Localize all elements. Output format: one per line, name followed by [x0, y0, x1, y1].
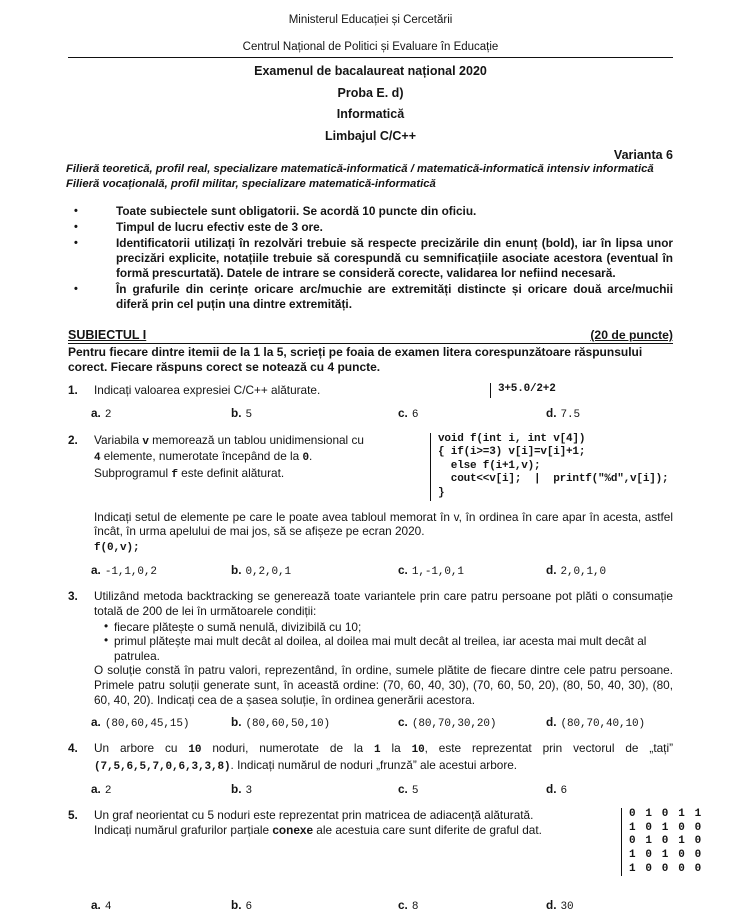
option-a[interactable] — [91, 715, 189, 730]
option-b[interactable] — [231, 898, 252, 913]
question-number: 1. — [68, 383, 78, 397]
question-2-code-box — [430, 433, 673, 501]
q4-pre: Un arbore cu — [94, 741, 189, 756]
option-a-value: 4 — [104, 901, 112, 913]
option-b-value: 6 — [245, 901, 252, 913]
q4-mid2: la — [380, 741, 412, 756]
option-a[interactable] — [91, 406, 111, 421]
question-2-options — [68, 563, 673, 578]
question-1-expression-box — [490, 383, 673, 398]
option-b-value: 3 — [245, 785, 252, 798]
question-4-text — [94, 741, 673, 774]
q2-line1-post: memorează un tablou unidimensional cu — [148, 432, 364, 447]
variant-label: Varianta 6 — [613, 148, 673, 162]
option-c-value: 6 — [411, 408, 419, 421]
exam-title-block — [0, 64, 741, 144]
option-b-letter: b. — [231, 715, 242, 730]
option-b-letter: b. — [231, 898, 242, 913]
option-a[interactable] — [91, 782, 111, 797]
q4-parent-vector: (7,5,6,5,7,0,6,3,3,8) — [94, 760, 231, 773]
instruction-item — [70, 220, 673, 235]
option-b-letter: b. — [231, 405, 242, 420]
ministry-line-1: Ministerul Educației și Cercetării — [288, 14, 453, 26]
option-b[interactable] — [231, 782, 252, 797]
option-c-value: 1,-1,0,1 — [411, 566, 464, 579]
option-d-value: 6 — [560, 785, 567, 798]
instructions-list — [70, 204, 673, 312]
option-a-value: (80,60,45,15) — [104, 718, 190, 731]
subject-points: (20 de puncte) — [590, 328, 673, 342]
option-d-letter: d. — [546, 898, 557, 913]
code-line: } — [438, 486, 445, 499]
question-1 — [68, 383, 673, 398]
q2-var-v: v — [142, 435, 149, 448]
matrix-row: 0 1 0 1 1 — [629, 808, 703, 821]
matrix-row: 0 1 0 1 0 — [629, 835, 703, 848]
question-number: 4. — [68, 741, 78, 756]
q2-line3-pre: Subprogramul — [94, 465, 172, 480]
option-b-letter: b. — [231, 563, 242, 578]
option-a-letter: a. — [91, 715, 101, 730]
subject-instructions: Pentru fiecare dintre itemii de la 1 la 5, scrieți pe foaia de examen litera corespunzătoare răspunsului corect. Fiecare răspuns corect se notează cu 4 puncte. — [68, 345, 643, 374]
instruction-text: Toate subiectele sunt obligatorii. Se acordă 10 puncte din oficiu. — [116, 204, 477, 218]
option-a[interactable] — [91, 898, 111, 913]
question-number: 5. — [68, 808, 78, 823]
q4-node-count: 10 — [188, 744, 202, 757]
option-c-letter: c. — [398, 782, 408, 797]
bullet-icon: • — [74, 221, 78, 233]
exam-title-line-3: Informatică — [336, 107, 405, 121]
option-b-value: 5 — [245, 408, 252, 421]
option-d-value: 7.5 — [560, 408, 580, 421]
option-a-value: 2 — [104, 785, 112, 798]
q4-mid: noduri, numerotate de la — [201, 741, 375, 756]
q5-line2-post: ale acestuia care sunt diferite de graful dat. — [313, 822, 542, 837]
option-d[interactable] — [546, 563, 606, 578]
option-c[interactable] — [398, 782, 418, 797]
filiera-line-1: Filieră teoretică, profil real, specializare matematică-informatică / matematică-informatică intensiv informatică — [66, 163, 654, 175]
option-c-value: 5 — [411, 785, 419, 798]
ministry-line-2: Centrul Național de Politici și Evaluare în Educație — [242, 41, 499, 53]
option-a[interactable] — [91, 563, 157, 578]
ministry-header — [0, 13, 741, 54]
instruction-item — [70, 236, 673, 281]
question-4-options — [68, 782, 673, 797]
option-d-value: 2,0,1,0 — [560, 566, 606, 579]
question-3-solutions-text: O soluție constă în patru valori, reprezentând, în ordine, sumele plătite de fiecare dintre cele patru persoane. Primele patru soluții generate sunt, în această ordine: (70, 60, 40, 30), (70, 60, 50, 20), (80, 50, 40, 30), (80, 60, 40, 20). Indicați cea de a șasea soluție, în ordinea generării acestora. — [94, 663, 673, 707]
condition-item — [104, 634, 673, 663]
option-a-value: -1,1,0,2 — [104, 566, 157, 579]
code-line: { if(i>=3) v[i]=v[i]+1; — [438, 446, 586, 459]
code-line: else f(i+1,v); — [438, 459, 541, 472]
option-b[interactable] — [231, 563, 291, 578]
subject-title: SUBIECTUL I — [68, 328, 147, 342]
q4-end: . Indicați numărul de noduri „frunză” ale acestui arbore. — [230, 757, 518, 772]
q2-var-f: f — [171, 468, 178, 481]
question-4 — [68, 741, 673, 774]
expression-code: 3+5.0/2+2 — [498, 383, 556, 395]
bullet-icon: • — [74, 205, 78, 217]
instruction-text: În grafurile din cerințe oricare arc/muchie are extremități distincte și oricare două arce/muchii diferă prin cel puțin una dintre extremități. — [116, 282, 673, 311]
bullet-icon: • — [74, 237, 78, 249]
q4-post: , este reprezentat prin vectorul de „tați” — [424, 741, 674, 756]
q2-line1-pre: Variabila — [94, 432, 143, 447]
option-a-letter: a. — [91, 563, 101, 578]
option-c-letter: c. — [398, 563, 408, 578]
question-2-text — [94, 433, 424, 483]
question-3-conditions — [104, 620, 673, 664]
condition-item — [104, 620, 673, 635]
question-3 — [68, 589, 673, 707]
q5-line2-pre: Indicați numărul grafurilor parțiale — [94, 822, 273, 837]
option-c-letter: c. — [398, 898, 408, 913]
option-d-value: 30 — [560, 901, 574, 913]
option-c[interactable] — [398, 406, 418, 421]
matrix-row: 1 0 1 0 0 — [629, 821, 703, 834]
subject-header — [68, 328, 673, 344]
code-line: cout<<v[i]; | printf("%d",v[i]); — [438, 473, 669, 486]
code-line: void f(int i, int v[4]) — [438, 432, 586, 445]
option-c-value: 8 — [411, 901, 419, 913]
option-d-letter: d. — [546, 782, 557, 797]
exam-title-line-2: Proba E. d) — [337, 85, 404, 100]
question-5 — [68, 808, 703, 876]
option-d[interactable] — [546, 406, 580, 421]
option-a-letter: a. — [91, 782, 101, 797]
option-c[interactable] — [398, 563, 464, 578]
q4-range-to: 10 — [411, 744, 425, 757]
q2-index-zero: 0 — [302, 452, 310, 465]
instruction-text: Timpul de lucru efectiv este de 3 ore. — [116, 220, 323, 234]
option-c-value: (80,70,30,20) — [411, 718, 497, 731]
matrix-row: 1 0 1 0 0 — [629, 849, 703, 862]
option-a-letter: a. — [91, 898, 101, 913]
question-3-text: Utilizând metoda backtracking se generează toate variantele prin care patru persoane pot plăti o consumație totală de 200 de lei în următoarele condiții: — [94, 589, 673, 618]
question-1-text: Indicați valoarea expresiei C/C++ alăturate. — [94, 383, 321, 397]
exam-title-line-1: Examenul de bacalaureat național 2020 — [254, 64, 487, 78]
matrix-row: 1 0 0 0 0 — [629, 862, 703, 875]
option-c[interactable] — [398, 898, 418, 913]
option-c-letter: c. — [398, 405, 408, 420]
exam-title-line-4: Limbajul C/C++ — [325, 128, 416, 143]
instruction-item — [70, 282, 673, 312]
filiera-line-2: Filieră vocațională, profil militar, specializare matematică-informatică — [66, 177, 436, 190]
option-d[interactable] — [546, 715, 645, 730]
option-b-value: (80,60,50,10) — [245, 718, 330, 731]
question-number: 3. — [68, 589, 78, 604]
option-b-letter: b. — [231, 782, 242, 797]
question-5-text — [94, 808, 615, 837]
option-b[interactable] — [231, 715, 330, 730]
header-divider — [68, 57, 673, 58]
option-d-letter: d. — [546, 715, 557, 730]
question-2-call: f(0,v); — [94, 541, 140, 554]
bullet-icon: • — [74, 283, 78, 295]
option-d-letter: d. — [546, 563, 557, 578]
question-2-tail: Indicați setul de elemente pe care le poate avea tabloul memorat în v, în ordinea în care apar în acesta, astfel încât, în urma apelului de mai jos, să se afișeze pe ecran 2020. — [94, 509, 673, 539]
question-2 — [68, 433, 673, 556]
question-number: 2. — [68, 432, 78, 447]
option-c[interactable] — [398, 715, 496, 730]
instruction-item — [70, 204, 673, 219]
q2-line2-end: . — [309, 449, 313, 464]
condition-text: fiecare plătește o sumă nenulă, divizibilă cu 10; — [114, 619, 362, 634]
q2-line3-post: este definit alăturat. — [177, 465, 285, 480]
option-d[interactable] — [546, 782, 567, 797]
option-d-value: (80,70,40,10) — [560, 718, 645, 731]
bullet-icon: • — [104, 618, 109, 633]
option-b[interactable] — [231, 406, 252, 421]
q5-line1: Un graf neorientat cu 5 noduri este reprezentat prin matricea de adiacență alăturată. — [94, 808, 534, 823]
adjacency-matrix — [621, 808, 703, 876]
option-a-letter: a. — [91, 405, 101, 420]
option-c-letter: c. — [398, 715, 408, 730]
option-d[interactable] — [546, 898, 574, 913]
instruction-text: Identificatorii utilizați în rezolvări trebuie să respecte precizările din enunț (bold), iar în lipsa unor precizări explicite, notațiile trebuie să corespundă cu semnificațiile asociate acestora (eventual în formă prescurtată). Datele de intrare se consideră corecte, validarea lor nefiind necesară. — [116, 236, 673, 280]
question-5-options — [68, 898, 673, 913]
bullet-icon: • — [104, 633, 109, 648]
question-3-options — [68, 715, 673, 730]
option-d-letter: d. — [546, 405, 557, 420]
option-b-value: 0,2,0,1 — [245, 566, 291, 579]
q2-elem-count: 4 — [94, 452, 101, 465]
option-a-value: 2 — [104, 408, 112, 421]
question-1-options — [68, 406, 673, 421]
condition-text: primul plătește mai mult decât al doilea, al doilea mai mult decât al treilea, iar acesta mai mult decât al patrulea. — [114, 634, 647, 663]
q2-line2-post: elemente, numerotate începând de la — [100, 449, 303, 464]
q5-keyword-conexe: conexe — [272, 822, 314, 837]
q4-range-from: 1 — [374, 744, 381, 757]
